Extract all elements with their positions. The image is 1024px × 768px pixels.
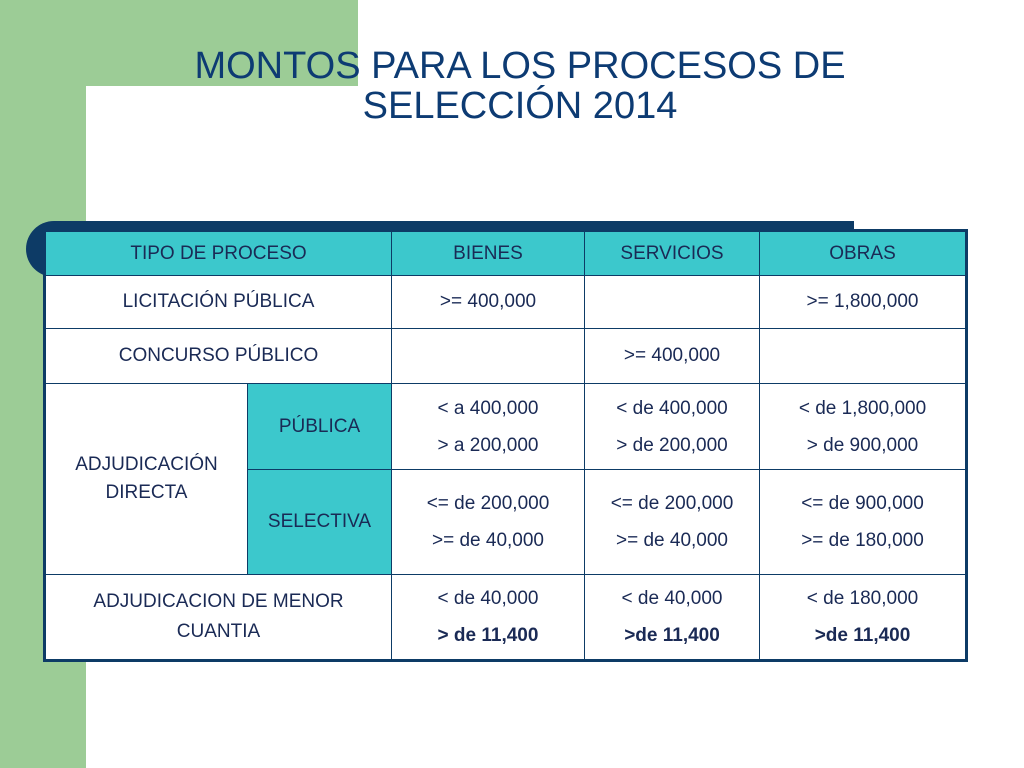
selectiva-obras-upper: <= de 900,000: [801, 493, 924, 514]
table-row: [45, 575, 967, 661]
concurso-obras: [760, 329, 967, 384]
publica-bienes-lower: > a 200,000: [437, 434, 539, 456]
selectiva-bienes-lower: >= de 40,000: [432, 530, 544, 551]
title-line-1: MONTOS PARA LOS PROCESOS DE: [194, 45, 846, 87]
concurso-bienes: [392, 329, 585, 384]
selectiva-obras: [760, 470, 967, 575]
menor-servicios: [585, 575, 760, 661]
publica-bienes-upper: < a 400,000: [437, 397, 539, 419]
menor-servicios-lower: >de 11,400: [624, 625, 720, 646]
procesos-table: [43, 229, 968, 662]
selectiva-bienes-upper: <= de 200,000: [426, 493, 550, 514]
sublabel-selectiva: SELECTIVA: [248, 470, 392, 575]
selectiva-bienes: [392, 470, 585, 575]
row-label-menor-cuantia: ADJUDICACION DE MENOR CUANTIA: [45, 575, 392, 661]
header-obras: OBRAS: [760, 231, 967, 276]
concurso-servicios: >= 400,000: [585, 329, 760, 384]
row-label-licitacion: LICITACIÓN PÚBLICA: [45, 276, 392, 329]
table-row: [45, 276, 967, 329]
sublabel-publica: PÚBLICA: [248, 384, 392, 470]
publica-obras-upper: < de 1,800,000: [798, 397, 927, 419]
selectiva-servicios-upper: <= de 200,000: [610, 493, 734, 514]
publica-bienes: [392, 384, 585, 470]
menor-bienes-upper: < de 40,000: [437, 588, 539, 609]
row-label-concurso: CONCURSO PÚBLICO: [45, 329, 392, 384]
publica-servicios: [585, 384, 760, 470]
menor-obras-lower: >de 11,400: [814, 625, 911, 646]
licitacion-servicios: [585, 276, 760, 329]
selectiva-obras-lower: >= de 180,000: [801, 530, 924, 551]
table-row: [45, 384, 967, 470]
publica-servicios-upper: < de 400,000: [616, 397, 728, 419]
menor-obras-upper: < de 180,000: [806, 588, 919, 609]
licitacion-bienes: >= 400,000: [392, 276, 585, 329]
menor-bienes: [392, 575, 585, 661]
table-header-row: [45, 231, 967, 276]
licitacion-obras: >= 1,800,000: [760, 276, 967, 329]
menor-servicios-upper: < de 40,000: [621, 588, 723, 609]
slide-title: [100, 46, 940, 126]
publica-obras: [760, 384, 967, 470]
table-row: [45, 329, 967, 384]
publica-servicios-lower: > de 200,000: [616, 434, 728, 456]
menor-obras: [760, 575, 967, 661]
header-bienes: BIENES: [392, 231, 585, 276]
publica-obras-lower: > de 900,000: [806, 434, 919, 456]
header-servicios: SERVICIOS: [585, 231, 760, 276]
title-line-2: SELECCIÓN 2014: [362, 85, 678, 127]
selectiva-servicios: [585, 470, 760, 575]
row-label-adjudicacion-directa: ADJUDICACIÓN DIRECTA: [45, 384, 248, 575]
header-tipo-proceso: TIPO DE PROCESO: [45, 231, 392, 276]
menor-bienes-lower: > de 11,400: [437, 625, 539, 646]
selectiva-servicios-lower: >= de 40,000: [616, 530, 728, 551]
